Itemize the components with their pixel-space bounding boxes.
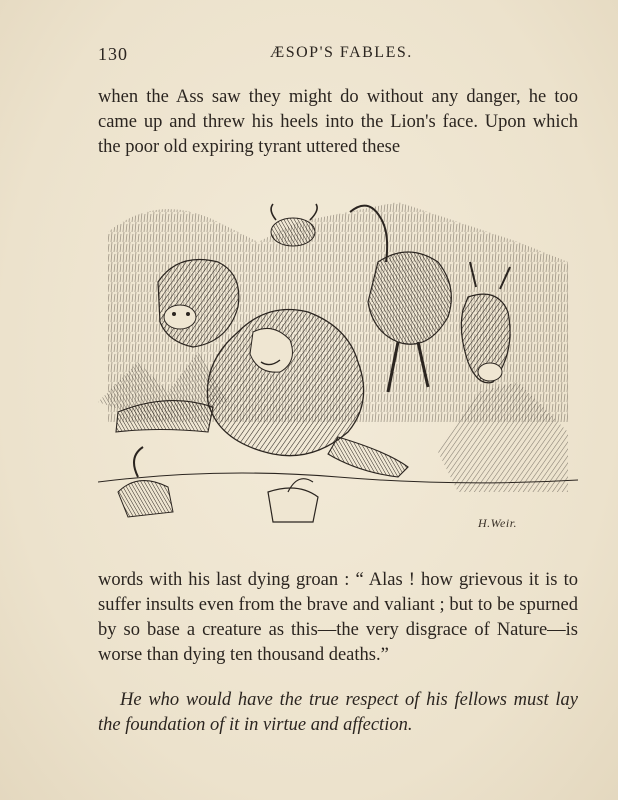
engraving-illustration [98, 192, 578, 544]
illustrator-signature: H.Weir. [478, 516, 518, 530]
fable-moral: He who would have the true respect of his fellows must lay the foundation of it in virtue and affection. [98, 690, 578, 735]
running-title: ÆSOP'S FABLES. [270, 44, 413, 61]
bull-figure [271, 204, 317, 246]
paragraph-top: when the Ass saw they might do without any danger, he too came up and threw his heels into the Lion's face. Upon which the poor old expiring tyrant uttered these [98, 87, 578, 157]
page-number: 130 [98, 44, 128, 64]
paragraph-bottom: words with his last dying groan : “ Alas ! how grievous it is to suffer insults even from the brave and valiant ; but to be spurned by so base a creature as this—the very disgrace of Nature—is worse than dying ten thousand deaths.” [98, 570, 578, 665]
page-header [98, 44, 578, 68]
